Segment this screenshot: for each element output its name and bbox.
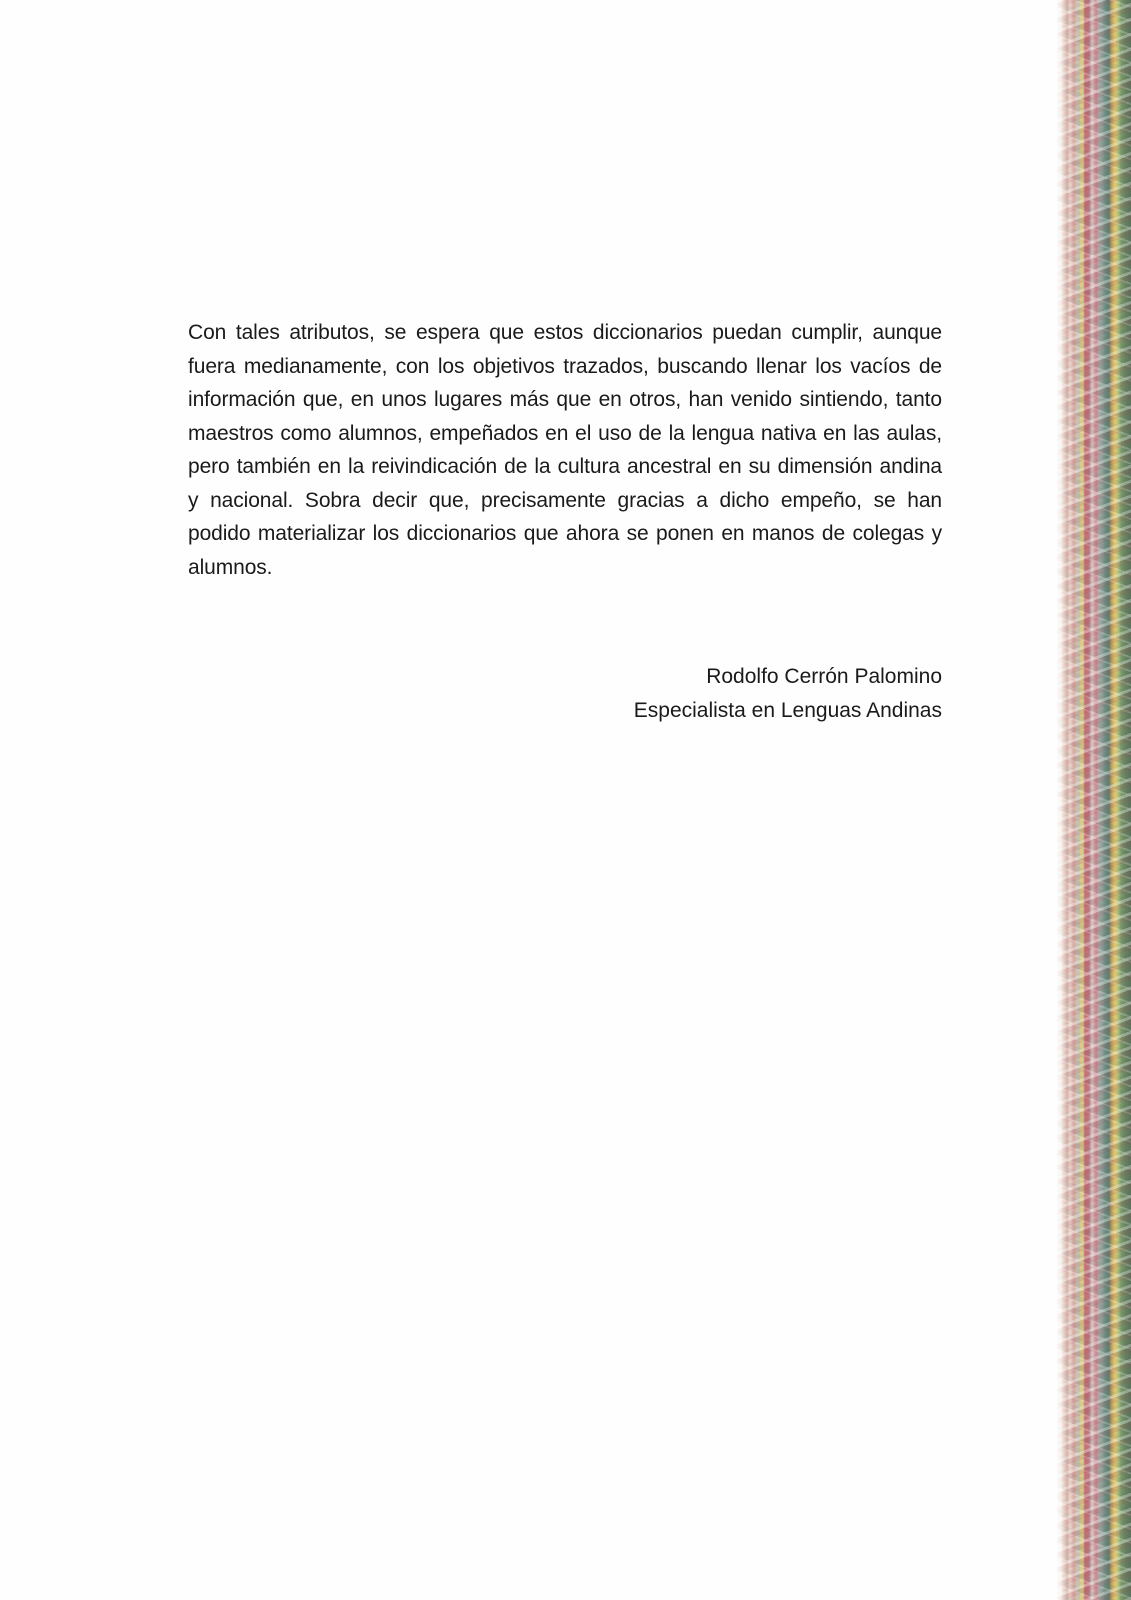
woven-textile-border-icon xyxy=(1057,0,1131,1600)
paragraph: Con tales atributos, se espera que estos diccionarios puedan cumplir, aunque fuera medianamente, con los objetivos trazados, buscando llenar los vacíos de información que, en unos lugares más que en otros, han venido sintiendo, tanto maestros como alumnos, empeñados en el uso de la lengua nativa en las aulas, pero también en la reivindicación de la cultura ancestral en su dimensión andina y nacional. Sobra decir que, precisamente gracias a dicho empeño, se han podido materializar los diccionarios que ahora se ponen en manos de colegas y alumnos. xyxy=(188,321,942,579)
signature-block xyxy=(188,660,942,727)
textile-fade-edge xyxy=(1057,0,1073,1600)
body-text xyxy=(188,316,942,584)
author-title: Especialista en Lenguas Andinas xyxy=(633,698,942,722)
author-name: Rodolfo Cerrón Palomino xyxy=(706,665,942,688)
